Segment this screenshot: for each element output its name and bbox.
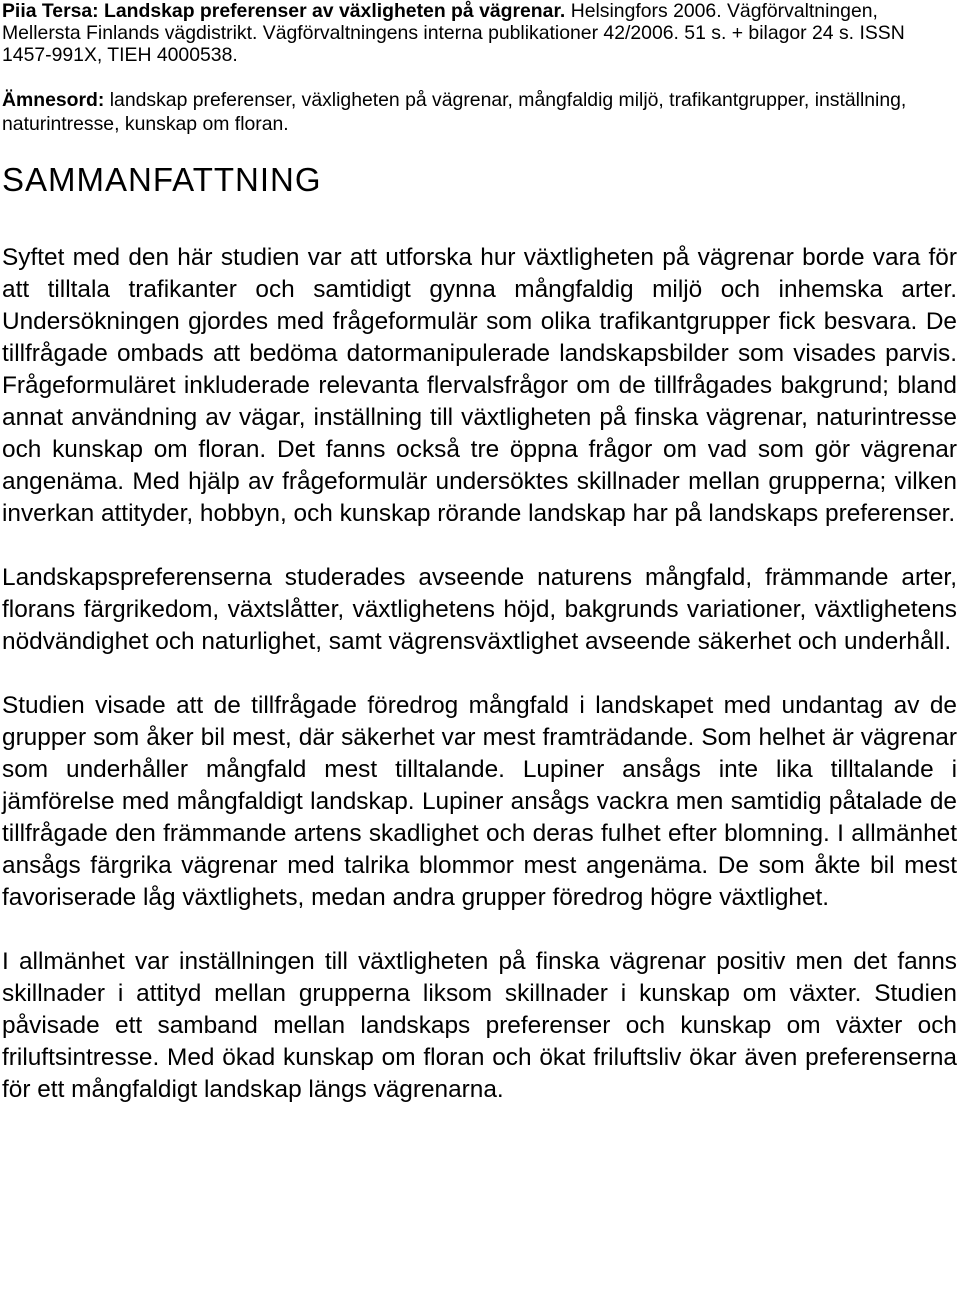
paragraph-2: Landskapspreferenserna studerades avseende naturens mångfald, främmande arter, florans färgrikedom, växtslåtter, växtlighetens höjd, bakgrunds variationer, växtlighetens nödvändighet och naturlighet, samt vägrensväxtlighet avseende säkerhet och underhåll.	[2, 564, 957, 655]
paragraph-4: I allmänhet var inställningen till växtligheten på finska vägrenar positiv men det fanns skillnader i attityd mellan grupperna liksom skillnader i kunskap om växter. Studien påvisade ett samband mellan landskaps preferenser och kunskap om växter och friluftsintresse. Med ökad kunskap om floran och ökat friluftsliv ökar även preferenserna för ett mångfaldigt landskap längs vägrenarna.	[2, 948, 957, 1103]
section-heading: SAMMANFATTNING	[2, 161, 322, 198]
keywords-text: landskap preferenser, växligheten på vägrenar, mångfaldig miljö, trafikantgrupper, inställning, naturintresse, kunskap om floran.	[2, 89, 907, 135]
document-page	[2, 0, 957, 1106]
citation	[2, 0, 957, 66]
keywords-label: Ämnesord:	[2, 89, 105, 111]
paragraph-3: Studien visade att de tillfrågade föredrog mångfald i landskapet med undantag av de grupper som åker bil mest, där säkerhet var mest framträdande. Som helhet är vägrenar som underhåller mångfald mest tilltalande. Lupiner ansågs inte lika tilltalande i jämförelse med mångfaldigt landskap. Lupiner ansågs vackra men samtidig påtalade de tillfrågade den främmande artens skadlighet och deras fulhet efter blomning. I allmänhet ansågs färgrika vägrenar med talrika blommor mest angenäma. De som åkte bil mest favoriserade låg växtlighets, medan andra grupper föredrog högre växtlighet.	[2, 692, 957, 911]
citation-lead: Piia Tersa: Landskap preferenser av växligheten på vägrenar.	[2, 0, 566, 22]
citation-details: Helsingfors 2006. Vägförvaltningen, Mellersta Finlands vägdistrikt. Vägförvaltningens interna publikationer 42/2006. 51 s. + bilagor 24 s. ISSN 1457-991X, TIEH 4000538.	[2, 0, 905, 66]
keywords	[2, 88, 957, 136]
paragraph-1: Syftet med den här studien var att utforska hur växtligheten på vägrenar borde vara för att tilltala trafikanter och samtidigt gynna mångfaldig miljö och inhemska arter. Undersökningen gjordes med frågeformulär som olika trafikantgrupper fick besvara. De tillfrågade ombads att bedöma datormanipulerade landskapsbilder som visades parvis. Frågeformuläret inkluderade relevanta flervalsfrågor om de tillfrågades bakgrund; bland annat användning av vägar, inställning till växtligheten på finska vägrenar, naturintresse och kunskap om floran. Det fanns också tre öppna frågor om vad som gör vägrenar angenäma. Med hjälp av frågeformulär undersöktes skillnader mellan grupperna; vilken inverkan attityder, hobbyn, och kunskap rörande landskap har på landskaps preferenser.	[2, 244, 957, 527]
